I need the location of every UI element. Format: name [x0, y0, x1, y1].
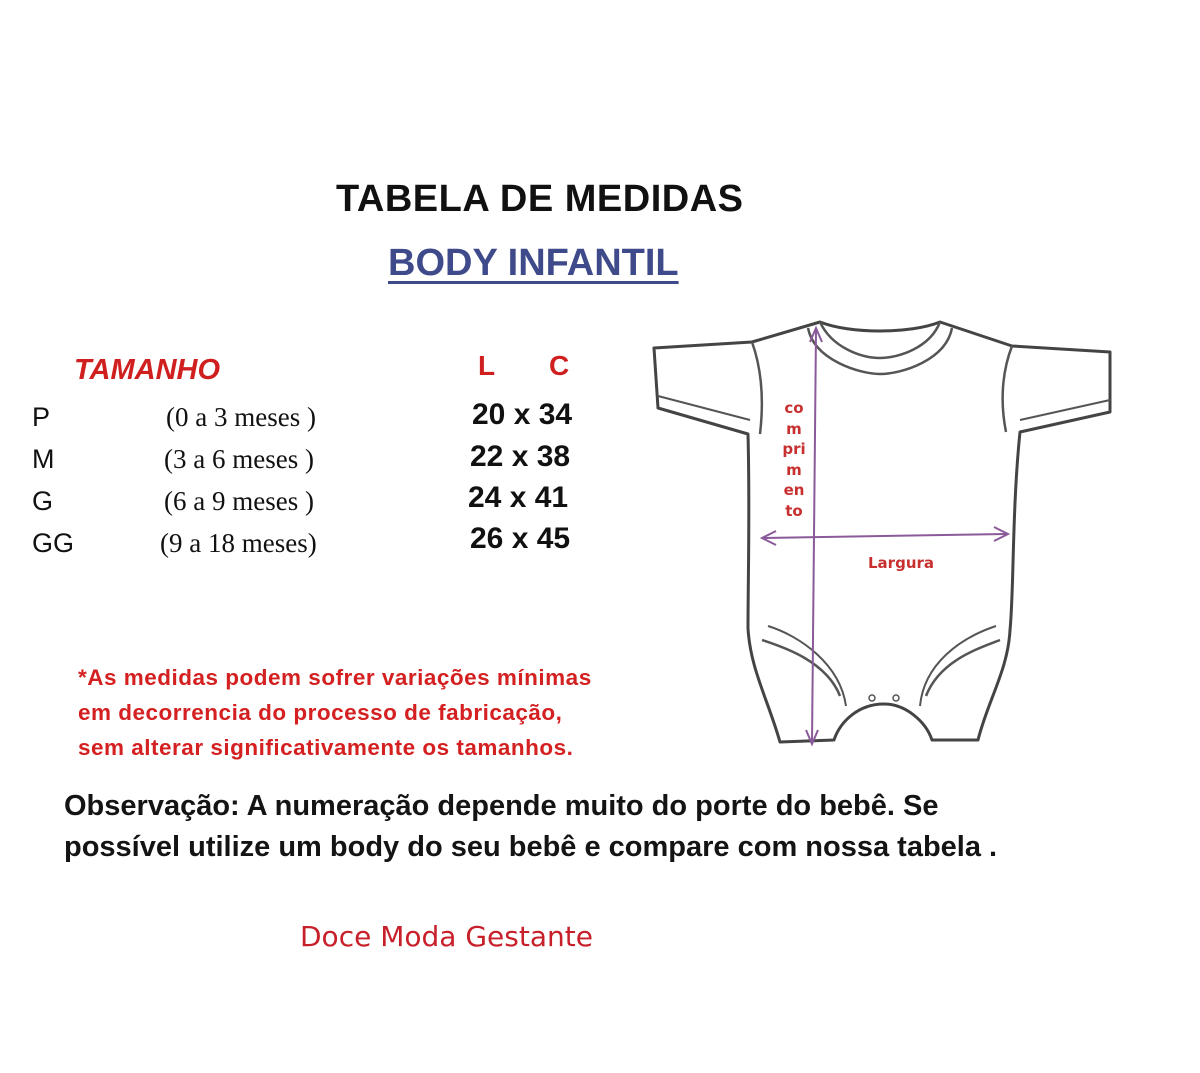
width-label: Largura — [868, 554, 935, 572]
observation-line: possível utilize um body do seu bebê e compare com nossa tabela . — [64, 831, 998, 863]
right-leg-band — [926, 640, 1000, 696]
size-column-header: TAMANHO — [74, 354, 221, 386]
page-subtitle: BODY INFANTIL — [388, 242, 679, 284]
size-gg-label: GG — [32, 528, 75, 558]
length-column-header: C — [549, 350, 570, 381]
size-g-measure: 24 x 41 — [468, 481, 569, 514]
page-title: TABELA DE MEDIDAS — [336, 178, 744, 220]
width-column-header: L — [478, 350, 496, 381]
length-arrow — [812, 330, 816, 742]
left-leg-band-inner — [768, 626, 846, 706]
note-line: em decorrencia do processo de fabricação, — [78, 700, 563, 725]
size-g-age: (6 a 9 meses ) — [164, 486, 314, 516]
size-gg-age: (9 a 18 meses) — [160, 528, 317, 558]
size-p-label: P — [32, 402, 51, 432]
size-gg-measure: 26 x 45 — [470, 522, 571, 555]
size-g-label: G — [32, 486, 54, 516]
size-p-measure: 20 x 34 — [472, 398, 573, 431]
snap — [893, 695, 899, 701]
brand-name: Doce Moda Gestante — [300, 920, 593, 953]
variation-note — [78, 660, 592, 765]
length-label: comprimento — [782, 399, 806, 520]
onesie-diagram — [640, 310, 1120, 760]
width-arrow — [764, 534, 1006, 538]
onesie-outline — [654, 322, 1110, 742]
observation-line: Observação: A numeração depende muito do porte do bebê. Se — [64, 790, 939, 822]
note-line: sem alterar significativamente os tamanhos. — [78, 735, 574, 760]
note-line: *As medidas podem sofrer variações mínimas — [78, 665, 592, 690]
observation-text — [64, 786, 997, 868]
right-leg-band-inner — [920, 626, 996, 706]
snap — [869, 695, 875, 701]
left-cuff — [658, 396, 750, 420]
right-cuff — [1020, 400, 1110, 420]
left-sleeve-line — [752, 342, 762, 434]
size-m-age: (3 a 6 meses ) — [164, 444, 314, 474]
size-p-age: (0 a 3 meses ) — [166, 402, 316, 432]
left-leg-band — [762, 640, 840, 696]
right-sleeve-line — [1003, 346, 1012, 432]
size-m-label: M — [32, 444, 55, 474]
size-m-measure: 22 x 38 — [470, 440, 571, 473]
